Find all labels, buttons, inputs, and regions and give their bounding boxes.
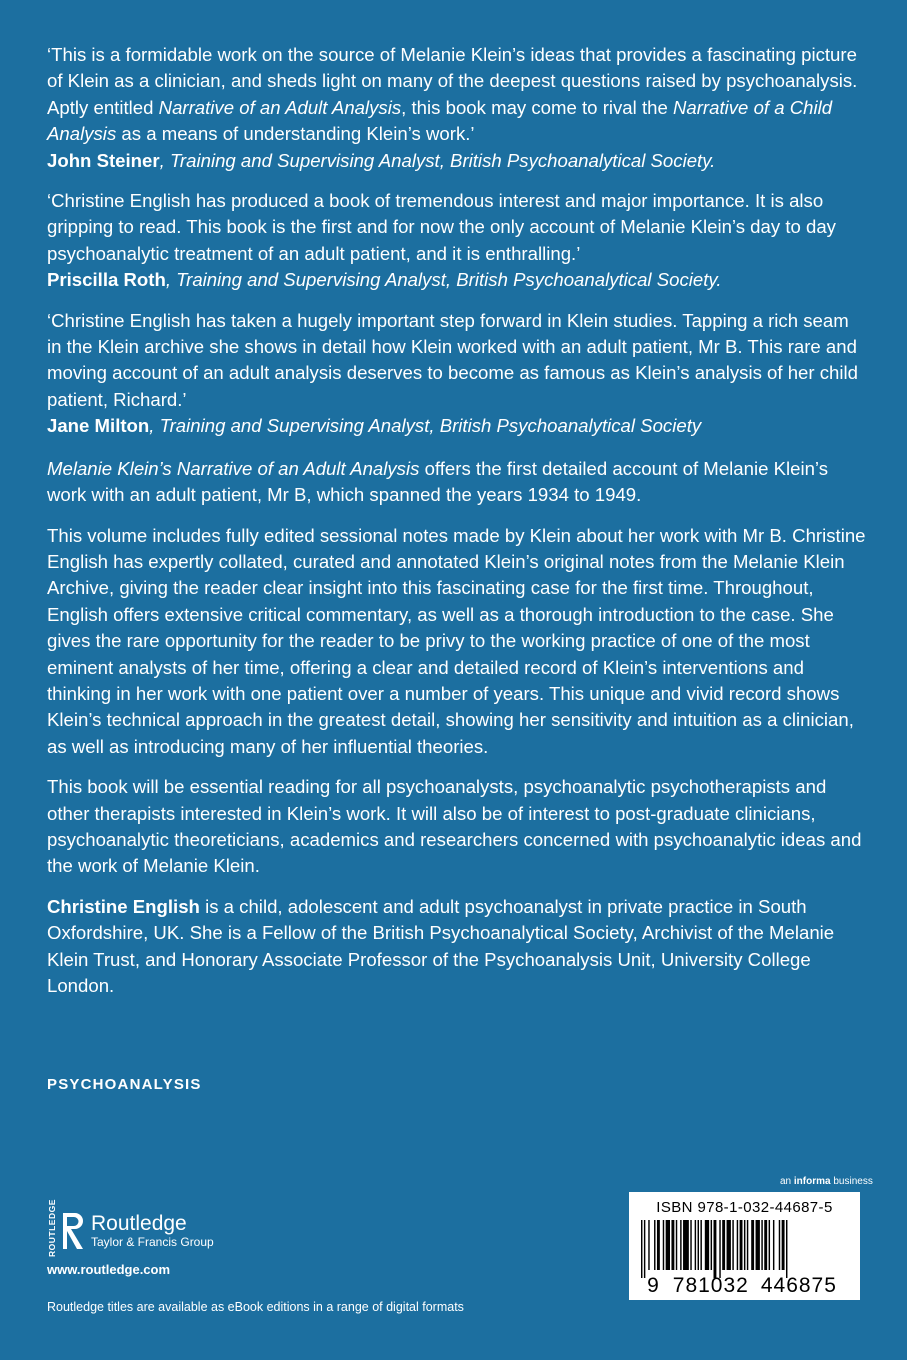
barcode-bar xyxy=(779,1220,780,1270)
barcode-bar xyxy=(663,1220,664,1270)
isbn-barcode xyxy=(629,1192,860,1300)
publisher-logo xyxy=(47,1199,214,1257)
barcode-bar xyxy=(700,1220,701,1270)
description-body: This volume includes fully edited sessional notes made by Klein about her work with Mr B. Christine English has expertly collated, curated and annotated Klein’s original notes from the Melanie Klein Archive, giving the reader clear insight into this fascinating case for the first time. Throughout, English offers extensive critical commentary, as well as a thorough introduction to the case. She gives the rare opportunity for the reader to be privy to the working practice of one of the most eminent analysts of her time, offering a clear and detailed record of Klein’s interventions and thinking in her work with one patient over a number of years. This unique and vivid record shows Klein’s technical approach in the greatest detail, showing her sensitivity and intuition as a clinician, as well as introducing many of her influential theories. xyxy=(47,524,866,757)
barcode-bar xyxy=(711,1220,712,1270)
barcode-bar xyxy=(705,1220,709,1270)
reviewer-name: John Steiner xyxy=(47,149,160,171)
barcode-bar xyxy=(722,1220,725,1270)
barcode-bar xyxy=(747,1220,748,1270)
book-title: Melanie Klein’s Narrative of an Adult Analysis xyxy=(47,457,420,479)
back-cover-text xyxy=(47,42,867,1013)
description-audience: This book will be essential reading for all psychoanalysts, psychoanalytic psychotherapists and other therapists interested in Klein’s work. It will also be of interest to post-graduate clinicians, psychoanalytic theoreticians, academics and researchers concerned with psychoanalytic ideas and the work of Melanie Klein. xyxy=(47,776,862,877)
review-quote-3: ‘Christine English has taken a hugely important step forward in Klein studies. Tapping a rich seam in the Klein archive she shows in detail how Klein worked with an adult patient, Mr B. This rare and moving account of an adult analysis deserves to become as famous as Klein’s analysis of her child patient, Richard.’ Jane Milton, Training and Supervising Analyst, British Psychoanalytical Society xyxy=(47,309,858,437)
barcode-bar xyxy=(719,1220,720,1278)
author-bio: Christine English is a child, adolescent and adult psychoanalyst in private practice in South Oxfordshire, UK. She is a Fellow of the British Psychoanalytical Society, Archivist of the Melanie Klein Trust, and Honorary Associate Professor of the Psychoanalysis Unit, University College London. xyxy=(47,895,835,996)
barcode-bar xyxy=(683,1220,689,1270)
barcode-bar xyxy=(648,1220,649,1270)
barcode-bar xyxy=(786,1220,787,1278)
routledge-r-icon xyxy=(61,1211,85,1251)
barcode-bar xyxy=(690,1220,691,1270)
reviewer-name: Priscilla Roth xyxy=(47,269,166,291)
barcode-bar xyxy=(751,1220,754,1270)
barcode-bar xyxy=(756,1220,760,1270)
barcode-bar xyxy=(695,1220,696,1270)
barcode-bar xyxy=(761,1220,762,1270)
reviewer-role: , Training and Supervising Analyst, British Psychoanalytical Society. xyxy=(159,149,716,171)
description-intro: Melanie Klein’s Narrative of an Adult Analysis offers the first detailed account of Melanie Klein’s work with an adult patient, Mr B, which spanned the years 1934 to 1949. xyxy=(47,457,829,506)
barcode-bar xyxy=(676,1220,677,1270)
barcode-bar xyxy=(764,1220,767,1270)
barcode-digits: 9 781032 446875 xyxy=(647,1274,837,1297)
barcode-bar xyxy=(698,1220,699,1270)
reviewer-role: , Training and Supervising Analyst, British Psychoanalytical Society. xyxy=(165,269,722,291)
barcode-bars xyxy=(637,1220,852,1278)
review-quote-1: ‘This is a formidable work on the source of Melanie Klein’s ideas that provides a fascinating picture of Klein as a clinician, and sheds light on many of the deepest questions raised by psychoanalysis. Aptly entitled Narrative of an Adult Analysis, this book may come to rival the Narrative of a Child Analysis as a means of understanding Klein’s work.’ John Steiner, Training and Supervising Analyst, British Psychoanalytical Society. xyxy=(47,44,858,171)
barcode-bar xyxy=(744,1220,745,1270)
publisher-website: www.routledge.com xyxy=(47,1262,171,1277)
barcode-bar xyxy=(782,1220,785,1270)
barcode-bar xyxy=(641,1220,642,1278)
author-name: Christine English xyxy=(47,895,200,917)
publisher-group: Taylor & Francis Group xyxy=(91,1235,214,1249)
subject-category: PSYCHOANALYSIS xyxy=(47,1076,202,1093)
barcode-bar xyxy=(727,1220,731,1270)
barcode-bar xyxy=(769,1220,770,1270)
review-quote-2: ‘Christine English has produced a book of tremendous interest and major importance. It is also gripping to read. This book is the first and for now the only account of Melanie Klein’s day to day psychoanalytic treatment of an adult patient, and it is enthralling.’ Priscilla Roth, Training and Supervising Analyst, British Psychoanalytical Society. xyxy=(47,190,836,291)
barcode-bar xyxy=(714,1220,717,1278)
barcode-bar xyxy=(671,1220,674,1270)
barcode-bar xyxy=(680,1220,681,1270)
reviewer-role: , Training and Supervising Analyst, British Psychoanalytical Society xyxy=(149,415,702,437)
barcode-bar xyxy=(732,1220,733,1270)
isbn-label: ISBN 978-1-032-44687-5 xyxy=(656,1199,833,1216)
reviewer-name: Jane Milton xyxy=(47,415,150,437)
barcode-bar xyxy=(666,1220,670,1270)
barcode-bar xyxy=(657,1220,660,1270)
barcode-bar xyxy=(644,1220,645,1278)
ebook-note: Routledge titles are available as eBook editions in a range of digital formats xyxy=(47,1300,464,1314)
barcode-bar xyxy=(737,1220,738,1270)
informa-tagline: an informa business xyxy=(780,1176,873,1187)
publisher-side-text: ROUTLEDGE xyxy=(47,1199,57,1257)
barcode-bar xyxy=(654,1220,655,1270)
barcode-bar xyxy=(740,1220,743,1270)
barcode-bar xyxy=(773,1220,774,1270)
publisher-name: Routledge xyxy=(91,1212,187,1235)
